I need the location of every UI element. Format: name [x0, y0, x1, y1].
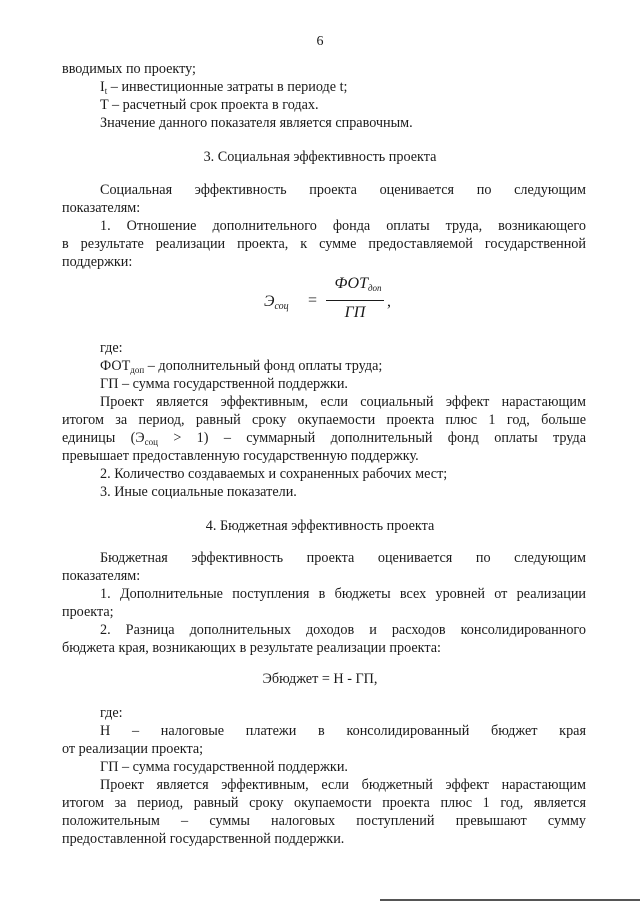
- formula-lhs: [264, 293, 289, 311]
- definition-text: – инвестиционные затраты в периоде t;: [107, 79, 348, 95]
- paragraph-line: положительным – суммы налоговых поступлений превышают сумму: [62, 813, 586, 829]
- paragraph-line: предоставленной государственной поддержки.: [62, 831, 345, 847]
- formula-social-effect: [250, 271, 390, 329]
- fraction-bar: [326, 300, 384, 301]
- subscript: t: [104, 86, 108, 96]
- definition-project-term: T – расчетный срок проекта в годах.: [100, 97, 319, 113]
- paragraph-line: Проект является эффективным, если социальный эффект нарастающим: [100, 394, 586, 410]
- section-heading-social: 3. Социальная эффективность проекта: [203, 149, 437, 165]
- text-part: > 1) – суммарный дополнительный фонд оплаты труда: [157, 430, 586, 446]
- scan-edge-rule: [380, 899, 640, 901]
- definition-gp: ГП – сумма государственной поддержки.: [100, 759, 348, 775]
- list-item: 2. Количество создаваемых и сохраненных рабочих мест;: [100, 466, 448, 482]
- paragraph-line: в результате реализации проекта, к сумме предоставляемой государственной: [62, 236, 586, 252]
- formula-symbol: Э: [264, 293, 275, 310]
- paragraph-line: 1. Отношение дополнительного фонда оплаты труда, возникающего: [100, 218, 586, 234]
- paragraph-line: итогом за период, равный сроку окупаемости проекта плюс 1 год, является: [62, 795, 586, 811]
- symbol: ФОТ: [100, 358, 131, 374]
- paragraph-line: от реализации проекта;: [62, 741, 204, 757]
- paragraph-line: 2. Разница дополнительных доходов и расходов консолидированного: [100, 622, 586, 638]
- paragraph-line: проекта;: [62, 604, 114, 620]
- definition-fot: [100, 357, 586, 375]
- paragraph-line: Проект является эффективным, если бюджетный эффект нарастающим: [100, 777, 586, 793]
- definition-investment-costs: [100, 78, 586, 96]
- formula-subscript: соц: [274, 301, 289, 312]
- definition-gp: ГП – сумма государственной поддержки.: [100, 376, 348, 392]
- definition-text: – дополнительный фонд оплаты труда;: [144, 358, 383, 374]
- paragraph-line: 1. Дополнительные поступления в бюджеты всех уровней от реализации: [100, 586, 586, 602]
- paragraph-line: Социальная эффективность проекта оценивается по следующим: [100, 182, 586, 198]
- formula-numerator-symbol: ФОТ: [334, 275, 368, 292]
- text-line: вводимых по проекту;: [62, 61, 196, 77]
- formula-numerator-subscript: доп: [367, 283, 382, 293]
- page-number: 6: [316, 34, 324, 49]
- symbol: I: [100, 79, 105, 95]
- formula-comma: ,: [387, 293, 391, 310]
- paragraph-line: Бюджетная эффективность проекта оценивается по следующим: [100, 550, 586, 566]
- paragraph-line: превышает предоставленную государственную поддержку.: [62, 448, 419, 464]
- formula-equals: =: [308, 292, 318, 309]
- paragraph-line: бюджета края, возникающих в результате реализации проекта:: [62, 640, 441, 656]
- paragraph-line: поддержки:: [62, 254, 133, 270]
- subscript: соц: [144, 437, 158, 447]
- definition-tax-payments: Н – налоговые платежи в консолидированный бюджет края: [100, 723, 586, 739]
- formula-budget-effect: Эбюджет = Н - ГП,: [262, 671, 378, 687]
- paragraph-line: показателям:: [62, 200, 141, 216]
- where-label: где:: [100, 705, 123, 721]
- subscript: доп: [130, 365, 145, 375]
- text-line: Значение данного показателя является справочным.: [100, 115, 413, 131]
- text-part: единицы (Э: [62, 430, 145, 446]
- section-heading-budget: 4. Бюджетная эффективность проекта: [205, 518, 435, 534]
- formula-denominator: ГП: [344, 304, 366, 321]
- paragraph-line: итогом за период, равный сроку окупаемости проекта плюс 1 год, больше: [62, 412, 586, 428]
- list-item: 3. Иные социальные показатели.: [100, 484, 297, 500]
- formula-numerator: [326, 275, 390, 293]
- paragraph-line: показателям:: [62, 568, 141, 584]
- paragraph-line: [62, 429, 586, 447]
- where-label: где:: [100, 340, 123, 356]
